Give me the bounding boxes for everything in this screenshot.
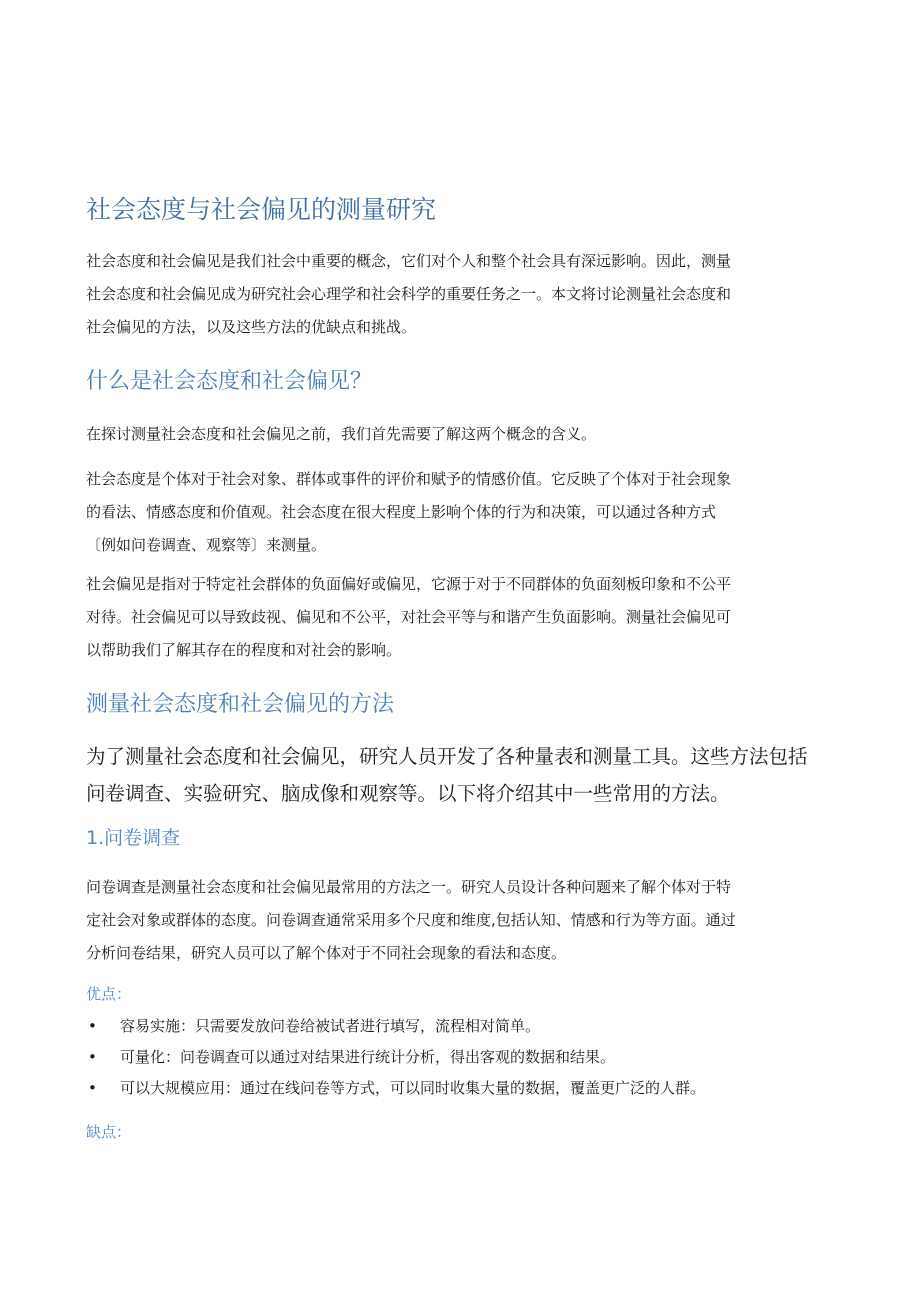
bullet-icon: • bbox=[88, 1017, 97, 1035]
section-heading-methods: 测量社会态度和社会偏见的方法 bbox=[86, 692, 395, 717]
text-line: 分析问卷结果，研究人员可以了解个体对于不同社会现象的看法和态度。 bbox=[86, 944, 567, 962]
document-title: 社会态度与社会偏见的测量研究 bbox=[86, 195, 437, 224]
text-line: 定社会对象或群体的态度。问卷调查通常采用多个尺度和维度,包括认知、情感和行为等方面。通过 bbox=[86, 911, 736, 929]
subsection-heading-questionnaire: 1.问卷调查 bbox=[86, 827, 181, 849]
text-line: 社会偏见是指对于特定社会群体的负面偏好或偏见，它源于对于不同群体的负面刻板印象和不公平 bbox=[86, 575, 732, 593]
pros-list bbox=[86, 1014, 834, 1107]
questionnaire-paragraph bbox=[86, 871, 834, 970]
definitions-intro-paragraph bbox=[86, 418, 834, 451]
text-line: 为了测量社会态度和社会偏见，研究人员开发了各种量表和测量工具。这些方法包括 bbox=[86, 745, 808, 768]
methods-lead-paragraph bbox=[86, 738, 834, 812]
section-heading-definitions: 什么是社会态度和社会偏见？ bbox=[86, 369, 373, 394]
text-line: 社会态度是个体对于社会对象、群体或事件的评价和赋予的情感价值。它反映了个体对于社会现象 bbox=[86, 470, 732, 488]
text-line: 对待。社会偏见可以导致歧视、偏见和不公平，对社会平等与和谐产生负面影响。测量社会偏见可 bbox=[86, 608, 732, 626]
list-item-text: 可量化：问卷调查可以通过对结果进行统计分析，得出客观的数据和结果。 bbox=[120, 1048, 616, 1066]
social-prejudice-paragraph bbox=[86, 568, 834, 667]
text-line: 社会态度和社会偏见是我们社会中重要的概念，它们对个人和整个社会具有深远影响。因此，测量 bbox=[86, 252, 732, 270]
text-line: 的看法、情感态度和价值观。社会态度在很大程度上影响个体的行为和决策，可以通过各种方式 bbox=[86, 503, 717, 521]
pros-label: 优点： bbox=[86, 985, 132, 1003]
text-line: 问卷调查、实验研究、脑成像和观察等。以下将介绍其中一些常用的方法。 bbox=[86, 782, 730, 805]
list-item-text: 容易实施：只需要发放问卷给被试者进行填写，流程相对简单。 bbox=[120, 1017, 541, 1035]
intro-paragraph bbox=[86, 245, 834, 344]
bullet-icon: • bbox=[88, 1048, 97, 1066]
text-line: 在探讨测量社会态度和社会偏见之前，我们首先需要了解这两个概念的含义。 bbox=[86, 425, 597, 443]
text-line: 〔例如问卷调查、观察等〕来测量。 bbox=[86, 536, 327, 554]
list-item bbox=[86, 1076, 834, 1107]
list-item-text: 可以大规模应用：通过在线问卷等方式，可以同时收集大量的数据，覆盖更广泛的人群。 bbox=[120, 1079, 706, 1097]
text-line: 社会态度和社会偏见成为研究社会心理学和社会科学的重要任务之一。本文将讨论测量社会态度和 bbox=[86, 285, 732, 303]
bullet-icon: • bbox=[88, 1079, 97, 1097]
text-line: 问卷调查是测量社会态度和社会偏见最常用的方法之一。研究人员设计各种问题来了解个体对于特 bbox=[86, 878, 732, 896]
social-attitude-paragraph bbox=[86, 463, 834, 562]
cons-label: 缺点： bbox=[86, 1123, 132, 1141]
text-line: 社会偏见的方法，以及这些方法的优缺点和挑战。 bbox=[86, 318, 417, 336]
text-line: 以帮助我们了解其存在的程度和对社会的影响。 bbox=[86, 641, 402, 659]
list-item bbox=[86, 1045, 834, 1076]
list-item bbox=[86, 1014, 834, 1045]
